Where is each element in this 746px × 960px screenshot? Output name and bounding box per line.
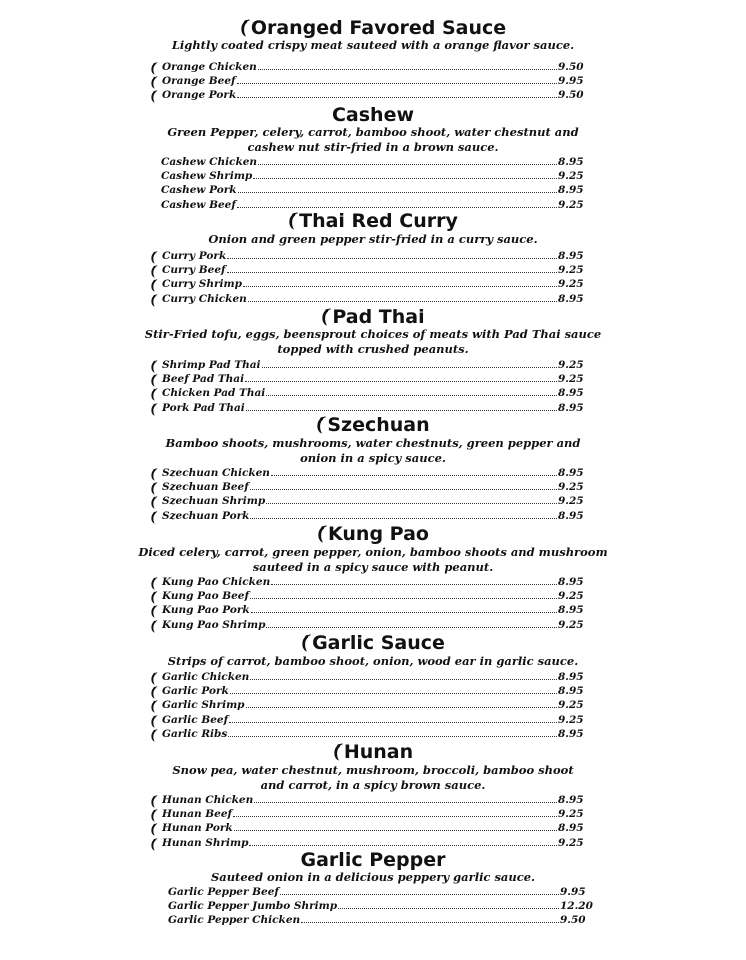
item-list	[0, 793, 746, 850]
item-price: 9.25	[558, 481, 584, 494]
item-price: 8.95	[558, 401, 584, 414]
item-name: Garlic Chicken	[162, 671, 250, 683]
leader-dots	[271, 475, 557, 476]
item-name: Orange Pork	[162, 89, 237, 102]
leader-dots	[258, 164, 557, 165]
item-price: 9.95	[558, 75, 584, 88]
item-name: Garlic Beef	[162, 713, 229, 726]
section-description: Green Pepper, celery, carrot, bamboo shoot, water chestnut and cashew nut stir-fried in a brown sauce.	[167, 125, 579, 154]
item-list	[0, 60, 746, 103]
item-price: 8.95	[558, 727, 584, 740]
chili-pepper-icon	[301, 633, 311, 653]
section-title-text: Hunan	[343, 741, 414, 763]
leader-dots	[250, 598, 557, 599]
menu-item	[0, 358, 746, 372]
chili-pepper-icon	[317, 524, 327, 544]
leader-dots	[237, 83, 557, 84]
leader-dots	[280, 894, 559, 895]
leader-dots	[338, 908, 559, 909]
section-description: Lightly coated crispy meat sauteed with a orange flavor sauce.	[171, 38, 575, 52]
menu-item	[0, 589, 746, 603]
leader-dots	[250, 679, 557, 680]
item-price: 9.25	[558, 590, 584, 603]
item-name: Garlic Pepper Beef	[168, 886, 279, 898]
chili-pepper-icon	[240, 18, 250, 38]
chili-pepper-icon	[150, 265, 158, 278]
leader-dots	[253, 178, 557, 179]
menu-section	[0, 522, 746, 631]
chili-pepper-icon	[316, 415, 326, 435]
section-title	[0, 848, 746, 872]
chili-pepper-icon	[150, 388, 158, 401]
leader-dots	[237, 97, 557, 98]
item-name: Szechuan Beef	[162, 481, 249, 494]
item-name: Beef Pad Thai	[162, 373, 245, 386]
leader-dots	[271, 584, 557, 585]
section-title	[0, 305, 746, 329]
menu-item	[0, 74, 746, 88]
item-name: Curry Shrimp	[162, 278, 243, 291]
menu-section	[0, 103, 746, 211]
item-name: Kung Pao Shrimp	[162, 618, 266, 631]
menu-section	[0, 413, 746, 522]
item-price: 8.95	[558, 604, 584, 617]
leader-dots	[266, 395, 557, 396]
section-title-text: Oranged Favored Sauce	[250, 17, 507, 39]
menu-item	[0, 183, 746, 197]
item-name: Garlic Ribs	[162, 727, 228, 740]
leader-dots	[266, 627, 557, 628]
item-price: 8.95	[558, 387, 584, 400]
leader-dots	[254, 802, 557, 803]
menu-section	[0, 631, 746, 740]
menu-section	[0, 848, 746, 927]
chili-pepper-icon	[150, 374, 158, 387]
item-name: Garlic Pepper Jumbo Shrimp	[168, 900, 338, 913]
chili-pepper-icon	[150, 605, 158, 618]
item-name: Hunan Beef	[162, 808, 233, 821]
leader-dots	[228, 736, 557, 737]
item-list	[0, 885, 746, 928]
menu-item	[0, 277, 746, 291]
section-title	[0, 740, 746, 764]
section-title-text: Cashew	[331, 104, 415, 126]
section-description: Stir-Fried tofu, eggs, beensprout choices of meats with Pad Thai sauce topped with crushed peanuts.	[144, 327, 602, 356]
item-name: Orange Chicken	[162, 61, 257, 73]
item-name: Curry Chicken	[162, 292, 247, 305]
item-name: Cashew Chicken	[161, 156, 258, 168]
section-title	[0, 631, 746, 655]
item-name: Orange Beef	[162, 75, 236, 88]
menu-item	[0, 913, 746, 927]
menu-item	[0, 509, 746, 523]
menu-item	[0, 684, 746, 698]
item-price: 9.25	[558, 198, 584, 211]
menu-section	[0, 16, 746, 102]
menu-section	[0, 209, 746, 305]
menu-item	[0, 793, 746, 807]
chili-pepper-icon	[150, 823, 158, 836]
item-price: 8.95	[558, 250, 584, 262]
item-name: Curry Beef	[162, 264, 226, 277]
menu-item	[0, 698, 746, 712]
leader-dots	[230, 693, 557, 694]
item-name: Szechuan Pork	[162, 509, 250, 522]
section-title-text: Thai Red Curry	[299, 210, 458, 232]
menu-item	[0, 670, 746, 684]
chili-pepper-icon	[150, 700, 158, 713]
item-price: 9.25	[558, 264, 584, 277]
menu-item	[0, 466, 746, 480]
leader-dots	[227, 272, 557, 273]
menu-item	[0, 88, 746, 102]
leader-dots	[250, 489, 557, 490]
item-price: 8.95	[558, 685, 584, 698]
menu-item	[0, 372, 746, 386]
menu-item	[0, 60, 746, 74]
menu-item	[0, 494, 746, 508]
section-description: Bamboo shoots, mushrooms, water chestnuts, green pepper and onion in a spicy sauce.	[165, 436, 581, 465]
menu-section	[0, 305, 746, 414]
item-name: Szechuan Shrimp	[162, 495, 266, 508]
leader-dots	[262, 367, 557, 368]
menu-item	[0, 169, 746, 183]
item-price: 8.95	[558, 467, 584, 479]
item-price: 8.95	[558, 794, 584, 806]
chili-pepper-icon	[150, 468, 158, 481]
menu-item	[0, 603, 746, 617]
menu-item	[0, 618, 746, 632]
menu-item	[0, 899, 746, 913]
item-name: Cashew Pork	[161, 184, 237, 197]
item-price: 8.95	[558, 576, 584, 588]
item-price: 9.25	[558, 359, 584, 371]
chili-pepper-icon	[150, 577, 158, 590]
item-price: 8.95	[558, 671, 584, 683]
section-title-text: Garlic Pepper	[300, 849, 446, 871]
menu-item	[0, 249, 746, 263]
item-price: 8.95	[558, 156, 584, 168]
item-name: Cashew Shrimp	[161, 170, 253, 183]
chili-pepper-icon	[150, 76, 158, 89]
item-name: Garlic Pepper Chicken	[168, 914, 301, 927]
menu-item	[0, 713, 746, 727]
chili-pepper-icon	[150, 795, 158, 808]
item-name: Pork Pad Thai	[162, 401, 245, 414]
leader-dots	[251, 612, 557, 613]
item-list	[0, 575, 746, 632]
menu-item	[0, 807, 746, 821]
item-list	[0, 155, 746, 212]
item-price: 9.25	[558, 713, 584, 726]
section-title	[0, 103, 746, 127]
menu-item	[0, 727, 746, 741]
section-title-text: Kung Pao	[328, 523, 429, 545]
leader-dots	[266, 503, 557, 504]
section-title-text: Garlic Sauce	[312, 632, 445, 654]
chili-pepper-icon	[150, 360, 158, 373]
leader-dots	[246, 707, 557, 708]
item-name: Garlic Pork	[162, 685, 229, 698]
section-description: Snow pea, water chestnut, mushroom, broccoli, bamboo shoot and carrot, in a spicy brown sauce.	[172, 763, 574, 792]
section-title	[0, 209, 746, 233]
menu-item	[0, 821, 746, 835]
item-price: 9.25	[558, 808, 584, 821]
leader-dots	[258, 69, 557, 70]
chili-pepper-icon	[150, 715, 158, 728]
leader-dots	[301, 922, 559, 923]
item-name: Garlic Shrimp	[162, 699, 245, 712]
menu-item	[0, 263, 746, 277]
item-price: 9.50	[558, 89, 584, 102]
item-price: 9.25	[558, 618, 584, 631]
leader-dots	[237, 207, 557, 208]
chili-pepper-icon	[150, 482, 158, 495]
section-description: Onion and green pepper stir-fried in a curry sauce.	[208, 232, 538, 246]
item-name: Hunan Pork	[162, 822, 233, 835]
chili-pepper-icon	[150, 496, 158, 509]
item-price: 8.95	[558, 292, 584, 305]
menu-item	[0, 885, 746, 899]
leader-dots	[234, 830, 557, 831]
menu-item	[0, 575, 746, 589]
chili-pepper-icon	[150, 251, 158, 264]
chili-pepper-icon	[321, 307, 331, 327]
item-price: 12.20	[560, 900, 593, 913]
leader-dots	[245, 381, 557, 382]
leader-dots	[246, 410, 557, 411]
item-price: 9.50	[560, 914, 586, 927]
section-title-text: Pad Thai	[332, 306, 425, 328]
section-title	[0, 522, 746, 546]
section-description: Diced celery, carrot, green pepper, onion, bamboo shoots and mushroom sauteed in a spicy sauce with peanut.	[138, 545, 608, 574]
chili-pepper-icon	[150, 591, 158, 604]
menu-item	[0, 386, 746, 400]
leader-dots	[248, 301, 557, 302]
item-name: Cashew Beef	[161, 198, 236, 211]
item-name: Hunan Shrimp	[162, 836, 249, 849]
item-price: 9.50	[558, 61, 584, 73]
section-title	[0, 413, 746, 437]
item-price: 8.95	[558, 822, 584, 835]
section-description: Strips of carrot, bamboo shoot, onion, wood ear in garlic sauce.	[167, 654, 579, 668]
item-price: 9.25	[558, 170, 584, 183]
leader-dots	[249, 845, 557, 846]
item-name: Kung Pao Beef	[162, 590, 249, 603]
item-price: 9.95	[560, 886, 586, 898]
item-list	[0, 466, 746, 523]
menu-item	[0, 155, 746, 169]
leader-dots	[229, 722, 557, 723]
section-title-text: Szechuan	[327, 414, 430, 436]
item-price: 8.95	[558, 509, 584, 522]
chili-pepper-icon	[333, 742, 343, 762]
leader-dots	[243, 286, 557, 287]
item-list	[0, 249, 746, 306]
chili-pepper-icon	[150, 90, 158, 103]
menu-item	[0, 292, 746, 306]
item-name: Hunan Chicken	[162, 794, 254, 806]
item-price: 9.25	[558, 699, 584, 712]
leader-dots	[250, 518, 557, 519]
item-name: Chicken Pad Thai	[162, 387, 266, 400]
chili-pepper-icon	[150, 686, 158, 699]
chili-pepper-icon	[288, 211, 298, 231]
item-list	[0, 358, 746, 415]
item-price: 9.25	[558, 278, 584, 291]
chili-pepper-icon	[150, 672, 158, 685]
leader-dots	[227, 258, 557, 259]
leader-dots	[238, 192, 557, 193]
item-name: Kung Pao Pork	[162, 604, 250, 617]
item-name: Curry Pork	[162, 250, 227, 262]
chili-pepper-icon	[150, 279, 158, 292]
item-price: 9.25	[558, 836, 584, 849]
item-name: Szechuan Chicken	[162, 467, 270, 479]
item-price: 8.95	[558, 184, 584, 197]
item-price: 9.25	[558, 495, 584, 508]
item-name: Kung Pao Chicken	[162, 576, 271, 588]
item-price: 9.25	[558, 373, 584, 386]
menu-section	[0, 740, 746, 849]
chili-pepper-icon	[150, 809, 158, 822]
menu-item	[0, 480, 746, 494]
item-name: Shrimp Pad Thai	[162, 359, 261, 371]
item-list	[0, 670, 746, 741]
section-description: Sauteed onion in a delicious peppery garlic sauce.	[210, 870, 536, 884]
leader-dots	[233, 816, 557, 817]
section-title	[0, 16, 746, 40]
chili-pepper-icon	[150, 62, 158, 75]
